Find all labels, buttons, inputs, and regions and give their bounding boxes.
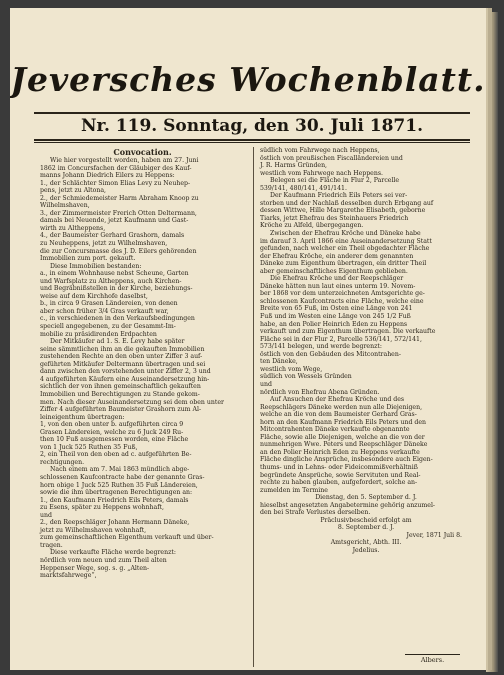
text-line: zumelden im Termine [260,486,328,494]
signature-stamp: Albers. [405,654,460,664]
text-line: im darauf 3. April 1866 eine Auseinandersetzung Statt [260,237,432,245]
text-line: nördlich vom neuen und zum Theil alten [40,556,167,564]
text-line: horn an den Kaufmann Friedrich Eils Peters und den [260,418,427,426]
text-line: ber 1868 vor dem unterzeichneten Amtsgerichte ge- [260,290,425,298]
left-column-text [40,157,245,580]
newspaper-page [10,8,486,670]
text-line: Däneke hätten nun laut eines unterm 19. Novem- [260,282,416,290]
right-column-text [260,147,472,555]
text-line: der Ehefrau Kröche, ein anderer dem genannten [260,252,414,260]
text-line: schlossenen Kaufcontracts eine Fläche, welche eine [260,297,424,305]
text-line: 4., der Baumeister Gerhard Grashorn, damals [40,232,185,240]
text-line: die zur Concursmasse des J. D. Eilers gehörenden [40,247,197,255]
text-line: östlich von preußischen Fiscalländereien und [260,154,403,162]
text-line: südlich vom Fahrwege nach Heppens, [260,147,380,154]
text-line: Jedelius. [352,546,380,554]
text-line: Auf Ansuchen der Ehefrau Kröche und des [270,396,405,404]
text-line: sichtlich der von ihnen gemeinschaftlich gekauften [40,383,201,391]
text-line: wirth zu Altheppens, [40,224,106,232]
text-line: Nach einem am 7. Mai 1863 mündlich abge- [50,466,190,474]
text-line: Belegen sei die Fläche in Flur 2, Parcelle [270,177,400,185]
text-line: Immobilien und Berechtigungen zu Stande gekom- [40,390,200,398]
text-line: mobilie zu präsidirenden Erdpachten [40,330,157,338]
text-line: men. Nach dieser Auseinandersetzung sei dem oben unter [40,398,224,406]
text-line: 4 aufgeführten Käufern eine Auseinandersetzung hin- [40,375,210,383]
text-line: Ziffer 4 aufgeführten Baumeister Grashorn zum Al- [40,406,202,414]
text-line: und [40,511,52,519]
text-line: aber schon früher 3/4 Gras verkauft war, [40,307,169,315]
text-line: Jever, 1871 Juli 8. [406,531,462,539]
text-line: sowie die ihm übertragenen Berechtigungen an: [40,489,193,497]
text-line: Zwischen der Ehefrau Kröche und Däneke habe [270,230,421,238]
top-rule [34,112,470,114]
text-line: Reepschlägers Däneke werden nun alle Diejenigen, [260,403,423,411]
text-line: Däneke zum Eigenthum übertragen, ein dritter Theil [260,260,427,268]
text-line: aber gemeinschaftliches Eigenthum geblieben. [260,267,408,275]
text-line: then 10 Fuß ausgemessen worden, eine Fläche [40,436,189,444]
text-line: 8. September d. J. [337,524,395,532]
text-line: damals bei Neuende, jetzt Kaufmann und Gast- [40,217,189,225]
text-line: schlossenen Kaufcontracte habe der genannte Gras- [40,473,205,481]
text-line: tragen. [40,541,63,549]
text-line: Immobilien zum port. gekauft. [40,255,136,263]
text-line: dessen Wittwe, Hille Margarethe Elisabeth, geborne [260,207,426,215]
text-line: ten Däneke, [260,358,298,366]
text-line: den bei Strafe Verlustes derselben. [260,509,371,517]
text-line: leineigenthum übertragen: [40,413,125,421]
text-line: 573/141 belegen, und werde begrenzt: [260,343,382,351]
text-line: Fläche sei in der Flur 2, Parcelle 536/141, 572/141, [260,335,422,343]
text-line: westlich vom Fahrwege nach Heppens. [260,169,383,177]
text-line: pens, jetzt zu Altona, [40,187,107,195]
right-column [260,147,472,555]
text-line: a., in einem Wohnhause nebst Scheune, Garten [40,270,189,278]
text-line: 1., den Kaufmann Friedrich Eils Peters, damals [40,496,189,504]
page-edge [486,12,498,672]
text-line: und Begräbnißstellen in der Kirche, beziehungs- [40,285,193,293]
text-line: 2., den Reepschläger Johann Hermann Däneke, [40,519,190,527]
issue-line: Nr. 119. Sonntag, den 30. Juli 1871. [81,116,423,136]
text-line: östlich von den Gebäuden des Mitcontrahen- [260,350,401,358]
text-line: 3., der Zimmermeister Frerich Otten Deltermann, [40,209,197,217]
text-line: Der Kaufmann Friedrich Eils Peters sei ver- [270,192,408,200]
text-line: 1862 im Concursfachen der Gläubiger des Kauf- [40,164,192,172]
text-line: storben und der Nachlaß desselben durch Erbgang auf [260,199,434,207]
text-line: zu Neuheppens, jetzt zu Wilhelmshaven, [40,240,168,248]
text-line: speciell angegebenen, zu der Gesammt-Im- [40,323,176,331]
text-line: nunmehrigen Wwe. Peters und Reepschläger Däneke [260,441,428,449]
text-line: Der Mitkäufer ad 1. S. E. Levy habe später [50,338,185,346]
text-line: horn obige 1 Juck 525 Ruthen 35 Fuß Ländereien, [40,481,198,489]
text-line: Wilhelmshaven, [40,202,90,210]
text-line: Mitcontrahenten Däneke verkaufte obgenannte [260,426,410,434]
double-rule [34,139,470,141]
text-line: 2., der Schmiedemeister Harm Abraham Knoop zu [40,194,199,202]
text-line: rechte zu haben glauben, aufgefordert, solche an- [260,479,418,487]
text-line: westlich vom Wege, [260,365,323,373]
text-line: 2, ein Theil von den oben ad c. aufgeführten Be- [40,451,192,459]
text-line: Präclusivbescheid erfolgt am [320,516,412,524]
text-line: Die Ehefrau Kröche und der Reepschläger [270,275,404,283]
text-line: marktsfahrwege“, [40,572,97,580]
text-line: Diese verkaufte Fläche werde begrenzt: [50,549,176,557]
text-line: nördlich von Ehefrau Abena Gründen. [260,388,380,396]
text-line: Heppenser Wege, sog. s. g. „Alten- [40,564,150,572]
text-line: 1, von den oben unter b. aufgeführten circa 9 [40,421,184,429]
text-line: Wie hier vorgestellt worden, haben am 27. Juni [50,157,199,164]
text-line: Amtsgericht, Abth. III. [330,539,402,547]
text-line: jetzt zu Wilhelmshaven wohnhaft, [40,526,147,534]
column-divider [253,147,254,667]
text-line: geführten Mitkäufer Deltermann übertragen und sei [40,360,206,368]
masthead: Jeversches Wochenblatt. [10,60,486,99]
text-line: Diese Immobilien bestanden: [50,262,142,270]
text-line: dann zwischen den vorstehenden unter Ziffer 2, 3 und [40,368,211,376]
text-line: an den Polier Heinrich Eden zu Heppens verkaufte [260,448,420,456]
text-line: Kröche zu Alfeld, übergegangen. [260,222,364,230]
convocation-heading: Convocation. [113,147,172,157]
text-line: seine sämmtlichen ihm an die gekauften Immobilien [40,345,205,353]
text-line: c., in verschiedenen in den Verkaufsbedingungen [40,315,195,323]
text-line: 539/141, 480/141, 491/141. [260,184,347,192]
left-column [40,147,245,580]
text-line: Dienstag, den 5. September d. J. [315,494,417,502]
text-line: Fläche, sowie alle Diejenigen, welche an die von der [260,433,425,441]
text-line: manns Johann Diedrich Eilers zu Heppens: [40,172,175,180]
text-line: und Warfsplatz zu Altheppens, auch Kirchen- [40,277,182,285]
text-line: Tiarks, jetzt Ehefrau des Steinhauers Friedrich [260,214,409,222]
text-line: hieselbst angesetzten Angabetermine gehörig anzumel- [260,501,436,509]
text-line: rechtigungen. [40,458,85,466]
text-line: und [260,380,272,388]
text-line: gefunden, nach welcher ein Theil obgedachter Fläche [260,245,430,253]
text-line: von 1 Juck 525 Ruthen 35 Fuß, [40,443,138,451]
text-line: welche an die von dem Baumeister Gerhard Gras- [260,411,417,419]
text-line: thums- und in Lehns- oder Fideicommißverhältniß [260,463,418,471]
double-rule-thin [34,142,470,143]
text-line: zu Esens, später zu Heppens wohnhaft, [40,504,164,512]
text-line: Fuß und im Westen eine Länge von 245 1/2 Fuß [260,313,411,321]
text-line: zustehenden Rechte an den oben unter Ziffer 3 auf- [40,353,203,361]
text-line: Breite von 65 Fuß, im Osten eine Länge von 241 [260,305,413,313]
text-line: südlich von Wessels Gründen [260,373,352,381]
text-line: 1., der Schlächter Simon Elias Levy zu Neuhep- [40,179,191,187]
text-line: J. R. Harms Gründen, [260,162,328,170]
text-line: Fläche dingliche Ansprüche, insbesondere auch Eigen- [260,456,433,464]
text-line: Grasen Ländereien, welche zu 6 Juck 249 Ru- [40,428,184,436]
text-line: b., in circa 9 Grasen Ländereien, von denen [40,300,178,308]
text-line: verkauft und zum Eigenthum übertragen. Die verkaufte [260,328,436,336]
text-line: habe, an den Polier Heinrich Eden zu Heppens [260,320,408,328]
text-line: begründete Ansprüche, sowie Servituten und Real- [260,471,421,479]
text-line: weise auf dem Kirchhofe daselbst, [40,292,148,300]
text-line: zum gemeinschaftlichen Eigenthum verkauft und über- [40,534,214,542]
